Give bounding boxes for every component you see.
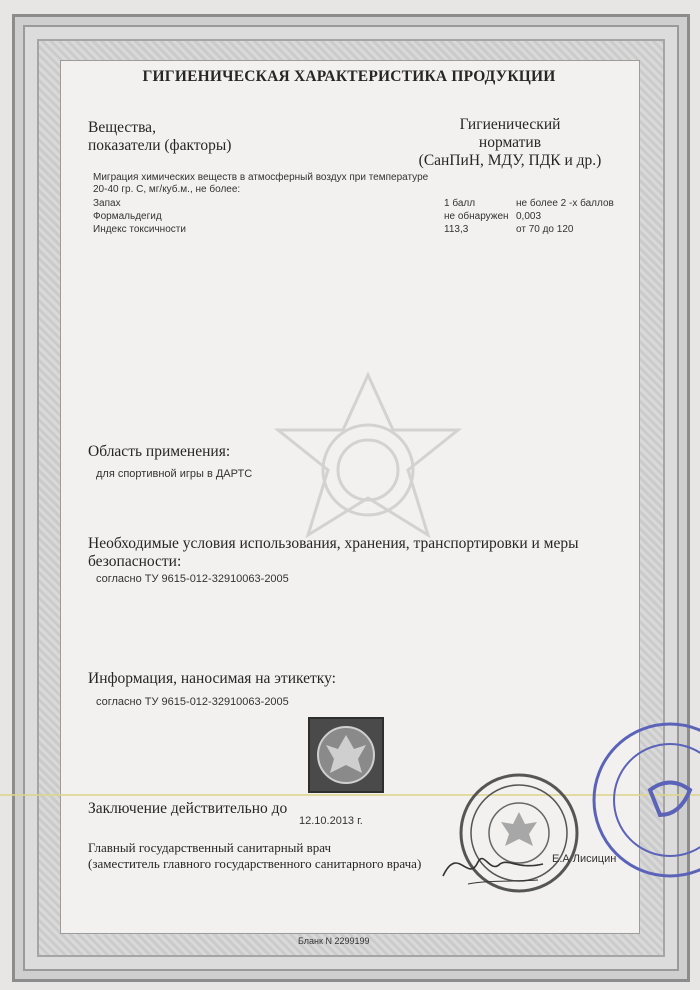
application-value: для спортивной игры в ДАРТС	[96, 468, 253, 480]
migration-line1: Миграция химических веществ в атмосферный воздух при температуре	[93, 172, 429, 183]
row-norm: не более 2 -х баллов	[516, 198, 614, 209]
label-info-label: Информация, наносимая на этикетку:	[88, 670, 336, 687]
signer-title-line1: Главный государственный санитарный врач	[88, 840, 332, 855]
document-title: ГИГИЕНИЧЕСКАЯ ХАРАКТЕРИСТИКА ПРОДУКЦИИ	[142, 68, 556, 85]
hologram-emblem	[308, 717, 384, 793]
eagle-icon	[310, 719, 382, 791]
validity-date: 12.10.2013 г.	[299, 815, 363, 827]
signature	[438, 834, 548, 894]
signer-title-line2: (заместитель главного государственного санитарного врача)	[88, 856, 422, 871]
row-norm: 0,003	[516, 211, 542, 222]
signer-name: Е.А Лисицин	[552, 853, 617, 865]
row-value: не обнаружен	[444, 211, 509, 222]
row-norm: от 70 до 120	[516, 224, 574, 235]
header-norm-line3: (СанПиН, МДУ, ПДК и др.)	[418, 152, 602, 169]
row-value: 1 балл	[444, 198, 476, 209]
row-name: Индекс токсичности	[93, 224, 186, 235]
form-number: Бланк N 2299199	[298, 936, 370, 946]
validity-label: Заключение действительно до	[88, 800, 288, 817]
row-value: 113,3	[444, 224, 469, 235]
header-substances: Вещества,	[88, 119, 156, 136]
state-emblem-watermark	[268, 370, 468, 600]
row-name: Формальдегид	[93, 211, 162, 222]
header-norm-line1: Гигиенический	[459, 116, 561, 133]
header-factors: показатели (факторы)	[88, 137, 232, 154]
conditions-value: согласно ТУ 9615-012-32910063-2005	[96, 573, 289, 585]
conditions-label-line1: Необходимые условия использования, хранения, транспортировки и меры	[88, 535, 579, 552]
header-norm-line2: норматив	[478, 134, 542, 151]
migration-line2: 20-40 гр. С, мг/куб.м., не более:	[93, 184, 241, 195]
label-info-value: согласно ТУ 9615-012-32910063-2005	[96, 696, 289, 708]
row-name: Запах	[93, 198, 121, 209]
conditions-label-line2: безопасности:	[88, 553, 182, 570]
header-norm	[400, 116, 620, 170]
application-label: Область применения:	[88, 443, 231, 460]
